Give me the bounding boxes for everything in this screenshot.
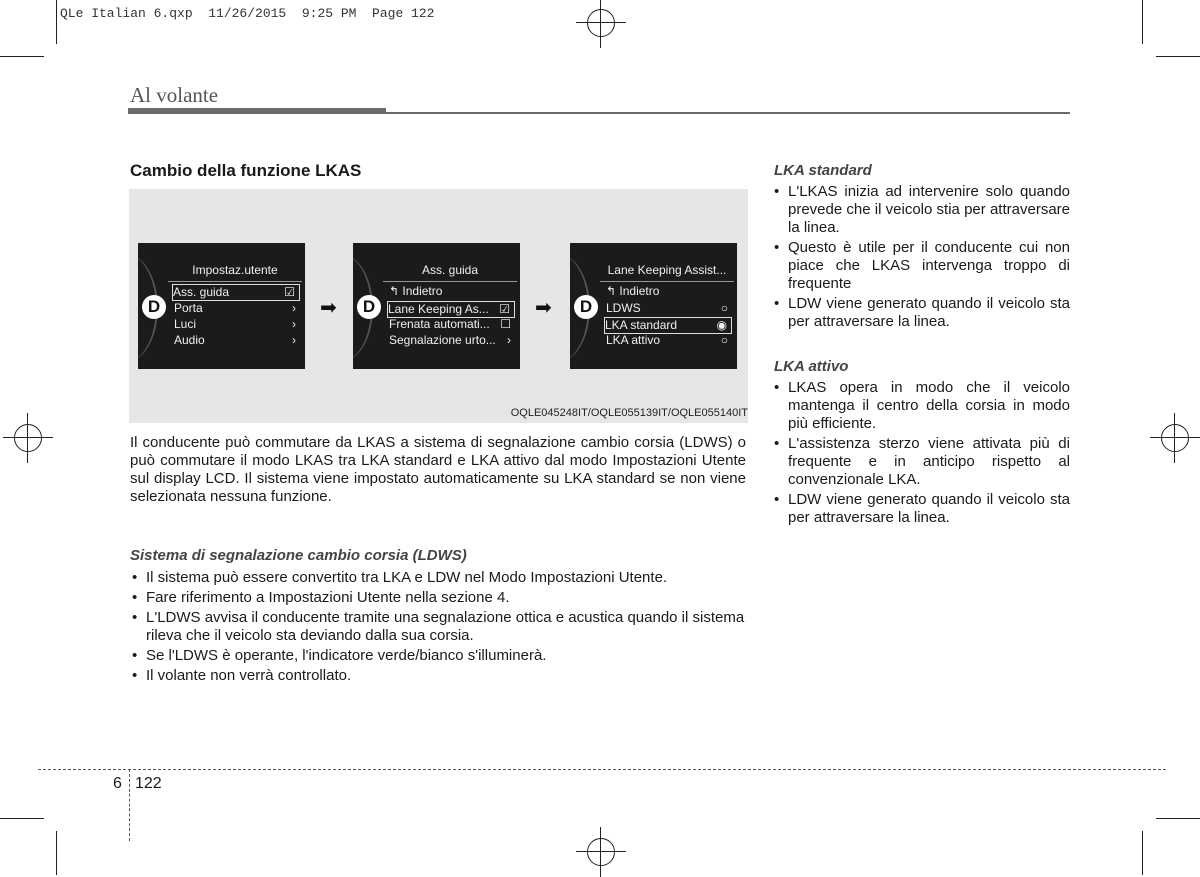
lka-standard-bullet-list <box>772 183 1070 333</box>
intro-paragraph: Il conducente può commutare da LKAS a sistema di segnalazione cambio corsia (LDWS) o può commutare il modo LKAS tra LKA standard e LKA attivo dal modo Impostazioni Utente sul display LCD. Il sistema viene impostato automaticamente su LKA standard se non viene selezionata nessuna funzione. <box>130 434 746 505</box>
lcd-screen-3 <box>570 243 737 369</box>
menu-item: LKA attivo ○ <box>606 333 728 347</box>
lka-standard-title: LKA standard <box>774 162 872 179</box>
crop-mark <box>1156 818 1200 819</box>
list-item: • Il volante non verrà controllato. <box>130 667 748 685</box>
chevron-right-icon: › <box>507 333 511 347</box>
d-badge-icon: D <box>142 295 166 319</box>
menu-item: Luci › <box>174 317 296 331</box>
lcd-screen-2 <box>353 243 520 369</box>
menu-item: ↰ Indietro <box>606 284 660 298</box>
menu-item: Ass. guida ☑ <box>172 284 300 301</box>
chapter-number: 6 <box>113 775 122 792</box>
checkbox-empty-icon: ☐ <box>500 317 511 331</box>
list-item: • Il sistema può essere convertito tra LKA e LDW nel Modo Impostazioni Utente. <box>130 569 748 587</box>
header-rule-thick <box>128 108 386 114</box>
menu-item: Porta › <box>174 301 296 315</box>
list-item: • Se l'LDWS è operante, l'indicatore verde/bianco s'illuminerà. <box>130 647 748 665</box>
radio-empty-icon: ○ <box>720 301 728 315</box>
right-arrow-icon: ➡ <box>535 297 552 319</box>
header-rule-thin <box>386 112 1070 114</box>
checkbox-checked-icon: ☑ <box>284 285 295 299</box>
crop-mark <box>56 0 57 44</box>
print-slug: QLe Italian 6.qxp 11/26/2015 9:25 PM Page 122 <box>60 6 435 21</box>
chevron-right-icon: › <box>292 333 296 347</box>
screen-title: Impostaz.utente <box>168 263 302 282</box>
menu-item: Lane Keeping As... ☑ <box>387 301 515 318</box>
registration-mark-icon <box>14 424 42 452</box>
chevron-right-icon: › <box>292 317 296 331</box>
lcd-figure <box>129 189 748 423</box>
lka-attivo-bullet-list <box>772 379 1070 529</box>
ldws-title: Sistema di segnalazione cambio corsia (LDWS) <box>130 547 467 564</box>
registration-mark-icon <box>587 9 615 37</box>
menu-item: Audio › <box>174 333 296 347</box>
ldws-bullet-list <box>130 569 748 687</box>
list-item: • LDW viene generato quando il veicolo sta per attraversare la linea. <box>772 295 1070 331</box>
screen-title: Lane Keeping Assist... <box>600 263 734 282</box>
section-title: Al volante <box>130 83 219 107</box>
list-item: • L'LDWS avvisa il conducente tramite una segnalazione ottica e acustica quando il sistema rileva che il veicolo sta deviando dalla sua corsia. <box>130 609 748 645</box>
list-item: • LDW viene generato quando il veicolo sta per attraversare la linea. <box>772 491 1070 527</box>
menu-item: Segnalazione urto... › <box>389 333 511 347</box>
crop-mark <box>0 56 44 57</box>
lka-attivo-title: LKA attivo <box>774 358 849 375</box>
chevron-right-icon: › <box>292 301 296 315</box>
radio-empty-icon: ○ <box>720 333 728 347</box>
menu-item: LDWS ○ <box>606 301 728 315</box>
menu-item: ↰ Indietro <box>389 284 443 298</box>
page-heading: Cambio della funzione LKAS <box>130 161 362 180</box>
list-item: • LKAS opera in modo che il veicolo mantenga il centro della corsia in modo più efficiente. <box>772 379 1070 433</box>
menu-item: Frenata automati... ☐ <box>389 317 511 331</box>
menu-item: LKA standard ◉ <box>604 317 732 334</box>
right-arrow-icon: ➡ <box>320 297 337 319</box>
checkbox-checked-icon: ☑ <box>499 302 510 316</box>
footer-dashed-rule <box>38 769 1166 770</box>
list-item: • L'assistenza sterzo viene attivata più di frequente e in anticipo rispetto al convenzionale LKA. <box>772 435 1070 489</box>
screen-title: Ass. guida <box>383 263 517 282</box>
lcd-screen-1 <box>138 243 305 369</box>
page-number: 122 <box>135 775 162 792</box>
crop-mark <box>1142 831 1143 875</box>
list-item: • L'LKAS inizia ad intervenire solo quando prevede che il veicolo stia per attraversare la linea. <box>772 183 1070 237</box>
d-badge-icon: D <box>357 295 381 319</box>
crop-mark <box>1142 0 1143 44</box>
list-item: • Fare riferimento a Impostazioni Utente nella sezione 4. <box>130 589 748 607</box>
footer-dashed-divider <box>129 769 130 841</box>
d-badge-icon: D <box>574 295 598 319</box>
figure-caption: OQLE045248IT/OQLE055139IT/OQLE055140IT <box>510 407 748 419</box>
registration-mark-icon <box>587 838 615 866</box>
list-item: • Questo è utile per il conducente cui non piace che LKAS intervenga troppo di frequente <box>772 239 1070 293</box>
crop-mark <box>56 831 57 875</box>
crop-mark <box>1156 56 1200 57</box>
crop-mark <box>0 818 44 819</box>
radio-selected-icon: ◉ <box>716 318 727 332</box>
registration-mark-icon <box>1161 424 1189 452</box>
